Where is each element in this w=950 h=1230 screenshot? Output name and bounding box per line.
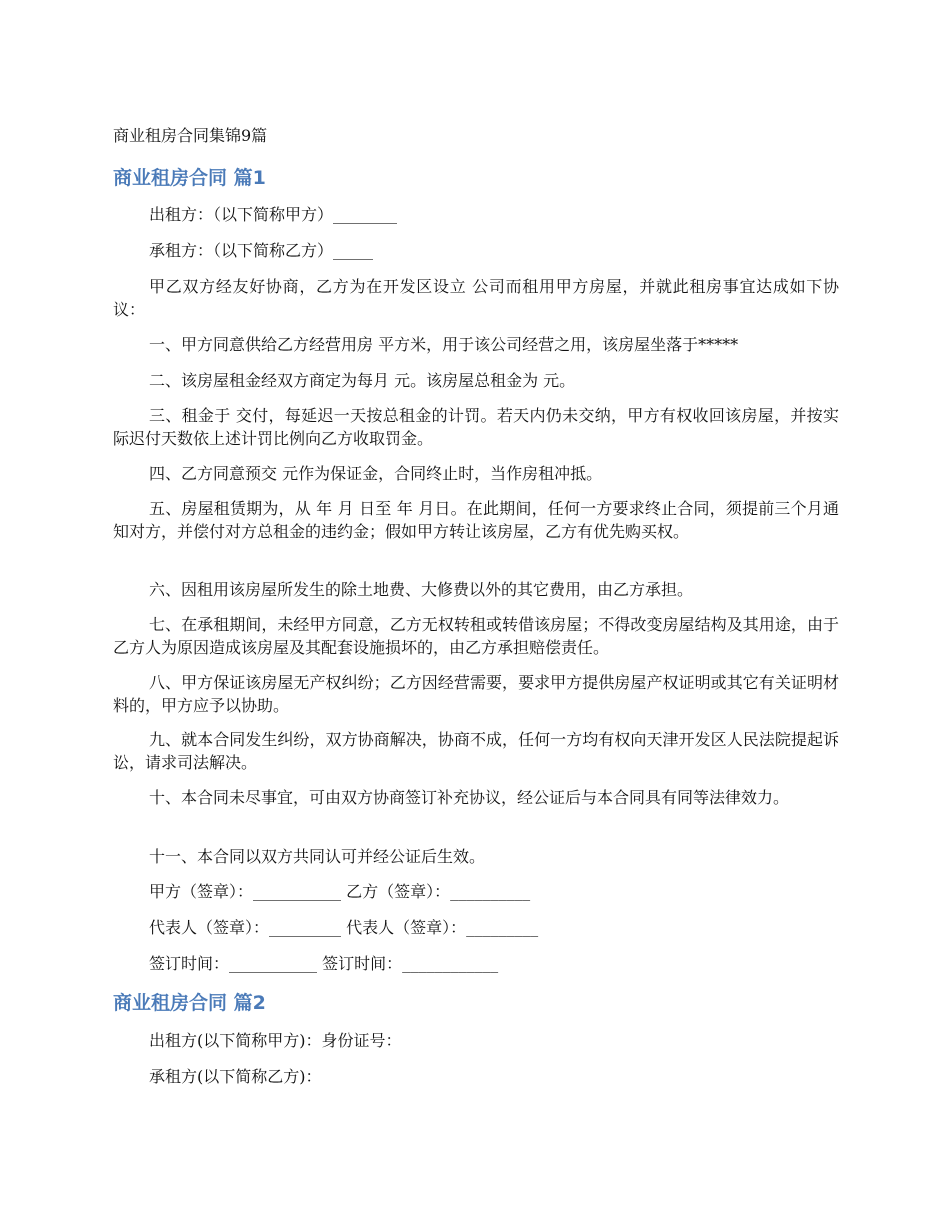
lessor-line: 出租方：（以下简称甲方）________ xyxy=(149,205,398,224)
clause-10: 十、本合同未尽事宜，可由双方协商签订补充协议，经公证后与本合同具有同等法律效力。 xyxy=(149,788,790,807)
section-2-lessee-line: 承租方(以下简称乙方)： xyxy=(149,1067,322,1086)
signature-party-line: 甲方（签章）：___________ 乙方（签章）：__________ xyxy=(149,882,531,901)
lessee-line: 承租方：（以下简称乙方）_____ xyxy=(149,241,374,260)
clause-3: 三、租金于 交付，每延迟一天按总租金的计罚。若天内仍未交纳，甲方有权收回该房屋，并按实际迟付天数依上述计罚比例向乙方收取罚金。 xyxy=(113,406,839,448)
clause-7: 七、在承租期间，未经甲方同意，乙方无权转租或转借该房屋；不得改变房屋结构及其用途，由于乙方人为原因造成该房屋及其配套设施损坏的，由乙方承担赔偿责任。 xyxy=(113,615,839,657)
preamble-paragraph: 甲乙双方经友好协商，乙方为在开发区设立 公司而租用甲方房屋，并就此租房事宜达成如下协议： xyxy=(113,277,839,319)
clause-9: 九、就本合同发生纠纷，双方协商解决，协商不成，任何一方均有权向天津开发区人民法院提起诉讼，请求司法解决。 xyxy=(113,730,839,772)
clause-8: 八、甲方保证该房屋无产权纠纷；乙方因经营需要，要求甲方提供房屋产权证明或其它有关证明材料的，甲方应予以协助。 xyxy=(113,673,839,715)
clause-5: 五、房屋租赁期为，从 年 月 日至 年 月日。在此期间，任何一方要求终止合同，须提前三个月通知对方，并偿付对方总租金的违约金；假如甲方转让该房屋，乙方有优先购买权。 xyxy=(113,499,839,541)
section-1-heading: 商业租房合同 篇1 xyxy=(113,167,266,189)
clause-11: 十一、本合同以双方共同认可并经公证后生效。 xyxy=(149,847,486,866)
clause-2: 二、该房屋租金经双方商定为每月 元。该房屋总租金为 元。 xyxy=(149,371,576,390)
clause-6: 六、因租用该房屋所发生的除土地费、大修费以外的其它费用，由乙方承担。 xyxy=(149,580,694,599)
signing-date-line: 签订时间：___________ 签订时间：____________ xyxy=(149,954,499,973)
section-2-lessor-line: 出租方(以下简称甲方)：身份证号： xyxy=(149,1031,402,1050)
clause-4: 四、乙方同意预交 元作为保证金，合同终止时，当作房租冲抵。 xyxy=(149,464,603,483)
document-title: 商业租房合同集锦9篇 xyxy=(113,126,268,145)
clause-1: 一、甲方同意供给乙方经营用房 平方米，用于该公司经营之用，该房屋坐落于***** xyxy=(149,335,739,354)
signature-representative-line: 代表人（签章）：_________ 代表人（签章）：_________ xyxy=(149,918,539,937)
section-2-heading: 商业租房合同 篇2 xyxy=(113,992,266,1014)
